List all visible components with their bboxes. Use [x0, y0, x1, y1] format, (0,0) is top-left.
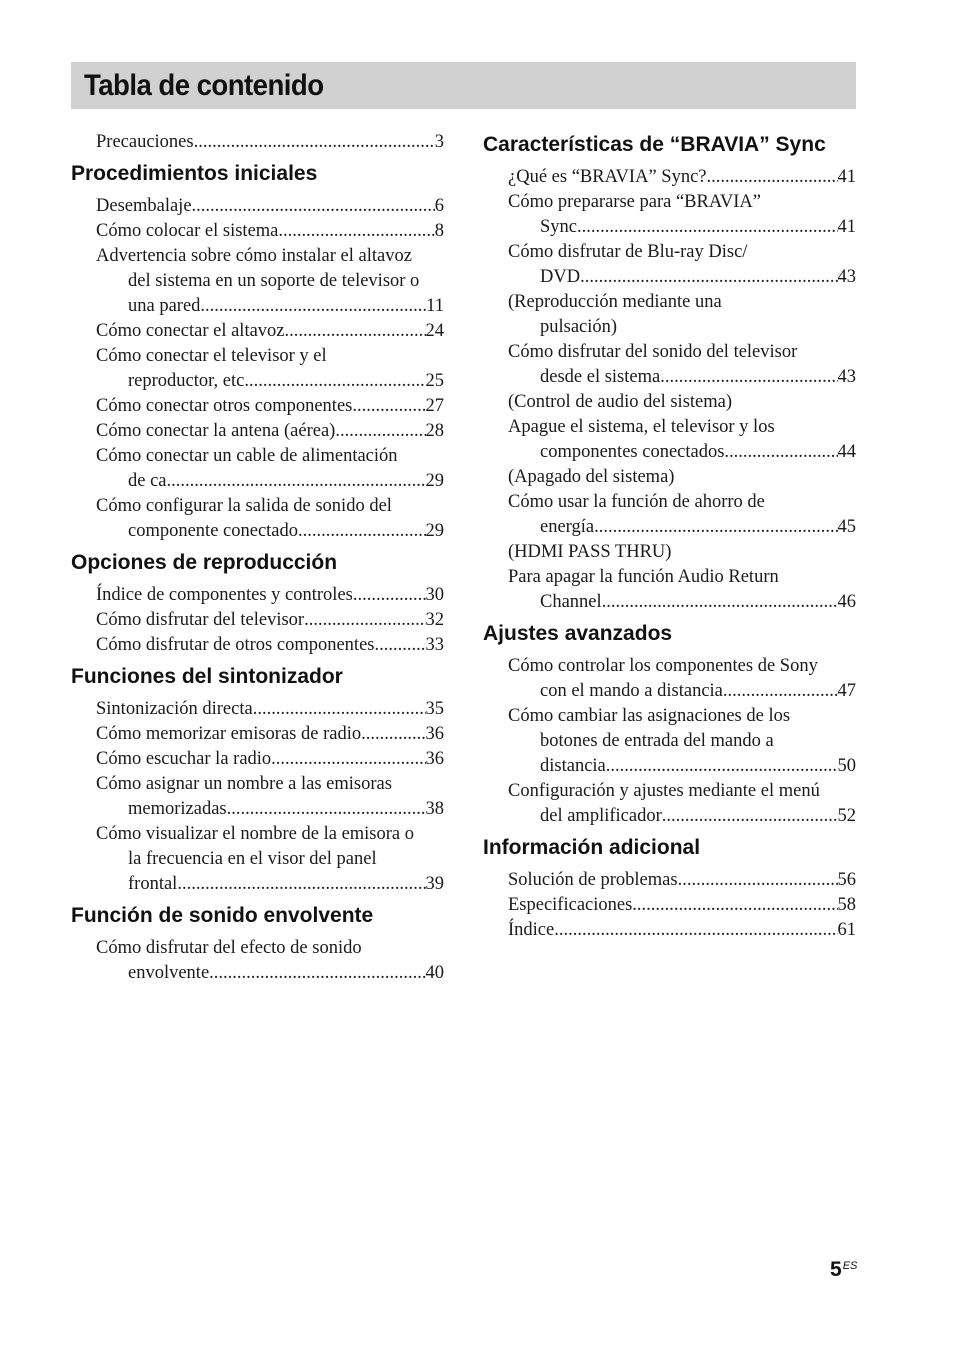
dot-leader	[554, 918, 837, 943]
dot-leader	[194, 130, 435, 155]
toc-entry-page: 52	[837, 806, 856, 826]
toc-entry-text: Cómo colocar el sistema	[96, 221, 279, 241]
toc-entry-text: Desembalaje	[96, 196, 192, 216]
toc-entry-page: 46	[837, 592, 856, 612]
toc-entry[interactable]	[71, 583, 444, 608]
toc-entry[interactable]	[483, 165, 856, 190]
toc-entry-text: pulsación)	[540, 317, 618, 337]
toc-entry-page: 6	[434, 196, 444, 216]
toc-entry-text: Índice	[508, 920, 555, 940]
toc-entry-line	[96, 583, 444, 608]
toc-entry-text: Cómo memorizar emisoras de radio	[96, 724, 362, 744]
toc-entry[interactable]	[483, 490, 856, 540]
toc-entry[interactable]	[71, 194, 444, 219]
toc-entry[interactable]	[483, 465, 856, 490]
dot-leader	[298, 519, 425, 544]
dot-leader	[602, 590, 838, 615]
toc-entry-page: 43	[837, 367, 856, 387]
toc-entry-text: Cómo disfrutar del sonido del televisor	[508, 342, 798, 362]
toc-entry-line	[508, 893, 856, 918]
toc-entry-text: Cómo escuchar la radio	[96, 749, 272, 769]
toc-entry-text: la frecuencia en el visor del panel	[128, 849, 377, 869]
toc-entry-line	[96, 319, 444, 344]
toc-entry-page: 41	[837, 167, 856, 187]
page-number	[830, 1258, 857, 1282]
toc-entry-page: 8	[434, 221, 444, 241]
toc-entry-text: Cómo asignar un nombre a las emisoras	[96, 774, 392, 794]
toc-entry[interactable]	[71, 419, 444, 444]
toc-entry[interactable]	[483, 704, 856, 779]
section-heading: Procedimientos iniciales	[71, 162, 318, 185]
toc-entry[interactable]	[483, 779, 856, 829]
toc-entry-line	[508, 190, 856, 215]
toc-entry-text: Cómo conectar un cable de alimentación	[96, 446, 398, 466]
toc-entry-line	[508, 754, 856, 779]
dot-leader	[177, 872, 425, 897]
toc-entry-line	[96, 469, 444, 494]
dot-leader	[580, 265, 837, 290]
toc-entry-page: 58	[837, 895, 856, 915]
toc-entry-page: 25	[425, 371, 444, 391]
dot-leader	[285, 319, 426, 344]
toc-entry-line	[96, 494, 444, 519]
dot-leader	[374, 633, 425, 658]
toc-entry-page: 44	[837, 442, 856, 462]
toc-entry-text: Cómo conectar la antena (aérea)	[96, 421, 336, 441]
toc-entry-page: 33	[425, 635, 444, 655]
toc-entry-page: 35	[425, 699, 444, 719]
toc-entry-text: ¿Qué es “BRAVIA” Sync?	[508, 167, 707, 187]
toc-entry-line	[508, 265, 856, 290]
toc-entry-line	[508, 540, 856, 565]
toc-entry-page: 43	[837, 267, 856, 287]
toc-entry[interactable]	[71, 394, 444, 419]
toc-entry[interactable]	[483, 415, 856, 465]
toc-entry-line	[96, 519, 444, 544]
toc-entry-page: 28	[425, 421, 444, 441]
toc-column-left	[71, 130, 444, 986]
toc-entry-text: Channel	[540, 592, 602, 612]
toc-entry-text: reproductor, etc.	[128, 371, 249, 391]
toc-entry-text: Precauciones	[96, 132, 194, 152]
toc-entry-page: 24	[425, 321, 444, 341]
toc-entry-page: 30	[425, 585, 444, 605]
toc-entry-page: 56	[837, 870, 856, 890]
toc-entry-line	[508, 779, 856, 804]
toc-entry-line	[96, 822, 444, 847]
toc-entry-text: componente conectado	[128, 521, 299, 541]
toc-entry-line	[508, 165, 856, 190]
toc-entry-text: Especificaciones	[508, 895, 633, 915]
toc-entry[interactable]	[71, 244, 444, 319]
toc-entry-line	[96, 130, 444, 155]
toc-entry[interactable]	[71, 936, 444, 986]
toc-entry[interactable]	[483, 390, 856, 415]
toc-entry[interactable]	[483, 868, 856, 893]
dot-leader	[577, 215, 838, 240]
toc-entry-page: 47	[837, 681, 856, 701]
toc-entry-text: (Reproducción mediante una	[508, 292, 722, 312]
title-bar	[71, 62, 856, 109]
toc-entry-line	[96, 194, 444, 219]
toc-entry-page: 40	[425, 963, 444, 983]
dot-leader	[723, 679, 838, 704]
toc-entry[interactable]	[71, 444, 444, 494]
dot-leader	[335, 419, 425, 444]
dot-leader	[632, 893, 837, 918]
toc-entry-text: DVD	[540, 267, 581, 287]
toc-entry-line	[508, 340, 856, 365]
section-heading: Información adicional	[483, 836, 701, 859]
toc-entry-line	[96, 747, 444, 772]
toc-entry-text: distancia	[540, 756, 606, 776]
toc-entry-text: Cómo prepararse para “BRAVIA”	[508, 192, 761, 212]
dot-leader	[249, 369, 426, 394]
toc-entry[interactable]	[71, 722, 444, 747]
toc-entry-text: energía	[540, 517, 595, 537]
dot-leader	[724, 440, 837, 465]
toc-entry[interactable]	[71, 319, 444, 344]
toc-entry[interactable]	[483, 290, 856, 340]
toc-entry-line	[96, 294, 444, 319]
toc-entry-line	[96, 608, 444, 633]
toc-entry-line	[96, 369, 444, 394]
section-heading: Función de sonido envolvente	[71, 904, 374, 927]
toc-entry-text: componentes conectados	[540, 442, 725, 462]
section-heading: Ajustes avanzados	[483, 622, 673, 645]
toc-entry-line	[508, 804, 856, 829]
toc-entry-line	[96, 722, 444, 747]
toc-entry-text: Solución de problemas	[508, 870, 678, 890]
toc-entry[interactable]	[71, 130, 444, 155]
dot-leader	[707, 165, 838, 190]
toc-entry-page: 45	[837, 517, 856, 537]
toc-entry-line	[96, 697, 444, 722]
toc-entry-page: 29	[425, 521, 444, 541]
toc-entry-text: una pared	[128, 296, 201, 316]
toc-entry-line	[508, 240, 856, 265]
toc-entry-line	[96, 444, 444, 469]
toc-entry-text: Cómo conectar el altavoz	[96, 321, 285, 341]
section-heading: Opciones de reproducción	[71, 551, 338, 574]
toc-entry-page: 3	[434, 132, 444, 152]
toc-entry-line	[508, 440, 856, 465]
toc-entry-line	[96, 961, 444, 986]
toc-entry-line	[508, 390, 856, 415]
toc-entry-text: Cómo visualizar el nombre de la emisora o	[96, 824, 415, 844]
toc-entry-page: 61	[837, 920, 856, 940]
toc-entry-line	[508, 415, 856, 440]
toc-entry-text: Índice de componentes y controles	[96, 585, 353, 605]
toc-entry-line	[96, 394, 444, 419]
toc-entry-text: Configuración y ajustes mediante el menú	[508, 781, 820, 801]
toc-entry-text: Sintonización directa	[96, 699, 253, 719]
toc-entry-text: del sistema en un soporte de televisor o	[128, 271, 420, 291]
toc-entry-line	[508, 515, 856, 540]
dot-leader	[662, 804, 838, 829]
dot-leader	[227, 797, 426, 822]
toc-entry[interactable]	[483, 240, 856, 290]
toc-entry-line	[96, 244, 444, 269]
toc-entry[interactable]	[483, 540, 856, 565]
toc-entry-text: Cómo disfrutar del efecto de sonido	[96, 938, 362, 958]
toc-entry[interactable]	[71, 494, 444, 544]
toc-entry-text: Advertencia sobre cómo instalar el altavoz	[96, 246, 412, 266]
toc-entry[interactable]	[71, 344, 444, 394]
toc-entry-text: (Control de audio del sistema)	[508, 392, 733, 412]
toc-entry[interactable]	[483, 190, 856, 240]
toc-entry-text: Cómo cambiar las asignaciones de los	[508, 706, 791, 726]
dot-leader	[660, 365, 837, 390]
toc-entry-text: del amplificador	[540, 806, 662, 826]
toc-entry-text: (Apagado del sistema)	[508, 467, 675, 487]
toc-entry-line	[508, 315, 856, 340]
page-number-value: 5	[830, 1258, 842, 1281]
toc-entry[interactable]	[71, 219, 444, 244]
toc-entry-text: Cómo controlar los componentes de Sony	[508, 656, 818, 676]
toc-entry-text: (HDMI PASS THRU)	[508, 542, 672, 562]
toc-entry-page: 11	[426, 296, 444, 316]
toc-entry-page: 29	[425, 471, 444, 491]
toc-entry-page: 27	[425, 396, 444, 416]
toc-entry[interactable]	[71, 772, 444, 822]
toc-entry-text: Apague el sistema, el televisor y los	[508, 417, 775, 437]
toc-entry[interactable]	[71, 608, 444, 633]
dot-leader	[253, 697, 426, 722]
toc-entry[interactable]	[483, 340, 856, 390]
toc-entry-line	[96, 772, 444, 797]
dot-leader	[594, 515, 837, 540]
toc-entry-line	[508, 290, 856, 315]
toc-entry-page: 36	[425, 724, 444, 744]
toc-entry-line	[508, 590, 856, 615]
dot-leader	[361, 722, 425, 747]
toc-entry-line	[508, 215, 856, 240]
toc-entry-page: 41	[837, 217, 856, 237]
toc-entry-page: 38	[425, 799, 444, 819]
toc-entry-text: Cómo conectar otros componentes	[96, 396, 353, 416]
toc-entry-text: desde el sistema	[540, 367, 661, 387]
toc-entry[interactable]	[71, 633, 444, 658]
toc-entry[interactable]	[483, 654, 856, 704]
toc-entry-text: Sync	[540, 217, 577, 237]
toc-entry-text: memorizadas	[128, 799, 227, 819]
toc-entry-line	[508, 654, 856, 679]
toc-entry-line	[508, 465, 856, 490]
toc-entry-line	[96, 847, 444, 872]
dot-leader	[278, 219, 434, 244]
toc-entry-text: frontal	[128, 874, 178, 894]
toc-entry-text: botones de entrada del mando a	[540, 731, 774, 751]
section-heading: Funciones del sintonizador	[71, 665, 343, 688]
toc-entry-line	[508, 918, 856, 943]
dot-leader	[678, 868, 838, 893]
toc-entry-text: Cómo configurar la salida de sonido del	[96, 496, 392, 516]
toc-entry[interactable]	[71, 822, 444, 897]
toc-entry-line	[508, 565, 856, 590]
dot-leader	[209, 961, 425, 986]
toc-entry-line	[96, 419, 444, 444]
toc-entry-line	[508, 679, 856, 704]
toc-entry-text: Para apagar la función Audio Return	[508, 567, 779, 587]
toc-entry-line	[96, 269, 444, 294]
toc-entry-page: 50	[837, 756, 856, 776]
toc-entry-line	[508, 729, 856, 754]
toc-entry-text: con el mando a distancia	[540, 681, 723, 701]
toc-entry-line	[96, 936, 444, 961]
toc-entry-text: Cómo conectar el televisor y el	[96, 346, 327, 366]
toc-entry[interactable]	[71, 697, 444, 722]
toc-entry-line	[96, 797, 444, 822]
toc-entry-text: Cómo disfrutar de Blu-ray Disc/	[508, 242, 748, 262]
toc-entry-text: Cómo disfrutar del televisor	[96, 610, 305, 630]
toc-entry-line	[508, 868, 856, 893]
toc-entry-line	[96, 344, 444, 369]
dot-leader	[200, 294, 426, 319]
toc-entry-line	[96, 633, 444, 658]
toc-entry-text: Cómo disfrutar de otros componentes	[96, 635, 375, 655]
page-title: Tabla de contenido	[84, 69, 324, 102]
toc-entry-text: de ca	[128, 471, 167, 491]
toc-entry-page: 36	[425, 749, 444, 769]
toc-entry[interactable]	[483, 565, 856, 615]
dot-leader	[192, 194, 435, 219]
toc-entry-line	[96, 219, 444, 244]
dot-leader	[167, 469, 426, 494]
toc-column-right	[483, 130, 856, 943]
section-heading: Características de “BRAVIA” Sync	[483, 133, 826, 156]
dot-leader	[353, 583, 426, 608]
toc-entry-page: 32	[425, 610, 444, 630]
dot-leader	[352, 394, 425, 419]
toc-entry-page: 39	[425, 874, 444, 894]
dot-leader	[606, 754, 838, 779]
dot-leader	[304, 608, 425, 633]
toc-entry[interactable]	[71, 747, 444, 772]
toc-entry-line	[96, 872, 444, 897]
toc-entry-line	[508, 490, 856, 515]
toc-entry-text: Cómo usar la función de ahorro de	[508, 492, 765, 512]
toc-entry-text: envolvente	[128, 963, 210, 983]
toc-entry-line	[508, 365, 856, 390]
toc-entry[interactable]	[483, 918, 856, 943]
dot-leader	[271, 747, 425, 772]
page-number-suffix: ES	[842, 1260, 858, 1272]
toc-entry[interactable]	[483, 893, 856, 918]
toc-entry-line	[508, 704, 856, 729]
